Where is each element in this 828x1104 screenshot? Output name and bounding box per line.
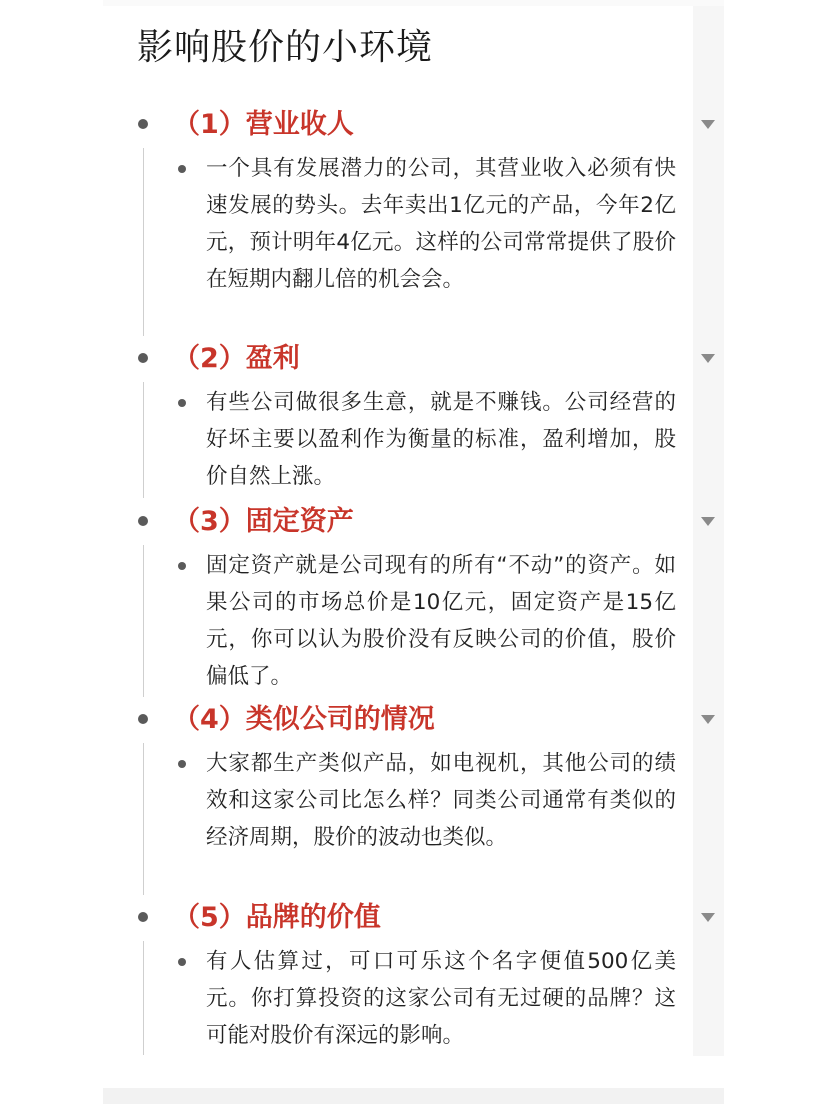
section-heading: （4）类似公司的情况 — [173, 704, 435, 735]
collapse-toggle-icon[interactable] — [701, 120, 715, 129]
item-bullet-icon — [178, 958, 186, 966]
section-item-text: 有些公司做很多生意，就是不赚钱。公司经营的好坏主要以盈利作为衡量的标准，盈利增加，股价自然上涨。 — [206, 390, 676, 489]
outline-section-2 — [103, 337, 724, 502]
section-bullet-icon — [138, 714, 148, 724]
page-footer-bar — [103, 1088, 724, 1104]
outline-guide-line — [143, 148, 144, 336]
collapse-toggle-icon[interactable] — [701, 715, 715, 724]
outline-section-1 — [103, 103, 724, 343]
item-bullet-icon — [178, 399, 186, 407]
section-item-text: 一个具有发展潜力的公司，其营业收入必须有快速发展的势头。去年卖出1亿元的产品，今年2亿元，预计明年4亿元。这样的公司常常提供了股价在短期内翻儿倍的机会会。 — [206, 156, 676, 292]
collapse-toggle-icon[interactable] — [701, 354, 715, 363]
outline-section-5 — [103, 896, 724, 1061]
section-bullet-icon — [138, 353, 148, 363]
collapse-toggle-icon[interactable] — [701, 913, 715, 922]
outline-section-3 — [103, 500, 724, 700]
outline-guide-line — [143, 743, 144, 895]
outline-guide-line — [143, 545, 144, 697]
collapse-toggle-icon[interactable] — [701, 517, 715, 526]
section-item-text: 固定资产就是公司现有的所有“不动”的资产。如果公司的市场总价是10亿元，固定资产是15亿元，你可以认为股价没有反映公司的价值，股价偏低了。 — [206, 553, 676, 689]
section-heading: （3）固定资产 — [173, 506, 354, 537]
page-title: 影响股价的小环境 — [137, 27, 434, 68]
section-bullet-icon — [138, 119, 148, 129]
section-bullet-icon — [138, 912, 148, 922]
section-heading: （5）品牌的价值 — [173, 902, 381, 933]
section-heading: （2）盈利 — [173, 343, 300, 374]
section-bullet-icon — [138, 516, 148, 526]
outline-guide-line — [143, 941, 144, 1055]
item-bullet-icon — [178, 165, 186, 173]
item-bullet-icon — [178, 760, 186, 768]
outline-section-4 — [103, 698, 724, 898]
outline-guide-line — [143, 382, 144, 498]
section-heading: （1）营业收人 — [173, 109, 354, 140]
section-item-text: 有人估算过，可口可乐这个名字便值500亿美元。你打算投资的这家公司有无过硬的品牌？这可能对股价有深远的影响。 — [206, 949, 676, 1048]
section-item-text: 大家都生产类似产品，如电视机，其他公司的绩效和这家公司比怎么样？同类公司通常有类似的经济周期，股价的波动也类似。 — [206, 751, 676, 850]
item-bullet-icon — [178, 562, 186, 570]
